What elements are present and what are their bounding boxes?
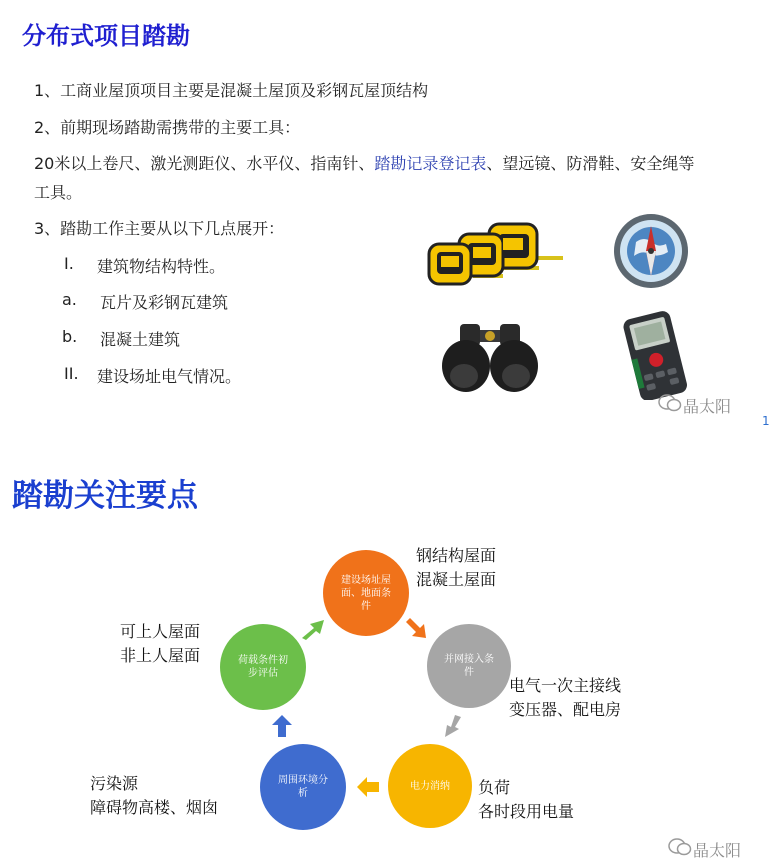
note-bottom-left-line-2: 障碍物高楼、烟囱 xyxy=(90,798,219,817)
sub-a: 瓦片及彩钢瓦建筑 xyxy=(100,293,229,312)
sub-2-marker: II. xyxy=(64,364,79,383)
note-right-line-1: 电气一次主接线 xyxy=(509,676,622,695)
item-1: 1、工商业屋顶项目主要是混凝土屋顶及彩钢瓦屋顶结构 xyxy=(34,81,429,100)
tools-line xyxy=(34,151,694,174)
cycle-node-load-assessment: 荷载条件初步评估 xyxy=(220,624,306,710)
note-bottom-right-line-1: 负荷 xyxy=(478,778,511,797)
watermark-text: 晶太阳 xyxy=(683,397,732,416)
compass-icon xyxy=(614,214,688,288)
note-left-line-2: 非上人屋面 xyxy=(120,646,201,665)
note-top-line-2: 混凝土屋面 xyxy=(416,570,497,589)
compass-image xyxy=(612,212,690,290)
note-top-line-1: 钢结构屋面 xyxy=(416,546,497,565)
tools-line-2: 工具。 xyxy=(34,183,83,202)
note-bottom-left-line-1: 污染源 xyxy=(90,774,139,793)
sub-1-marker: I. xyxy=(64,254,74,273)
arrow-blue-icon xyxy=(270,713,294,739)
sub-a-marker: a. xyxy=(62,290,77,309)
slide-2-title: 踏勘关注要点 xyxy=(12,478,198,514)
cycle-node-grid-connection: 并网接入条件 xyxy=(427,624,511,708)
tools-text-after: 、望远镜、防滑鞋、安全绳等 xyxy=(486,154,695,173)
cycle-node-site-conditions: 建设场址屋面、地面条件 xyxy=(323,550,409,636)
sub-2: 建设场址电气情况。 xyxy=(97,367,242,386)
note-right xyxy=(509,674,621,722)
arrow-orange-icon xyxy=(404,616,432,640)
cycle-node-environment: 周围环境分析 xyxy=(260,744,346,830)
item-2: 2、前期现场踏勘需携带的主要工具： xyxy=(34,118,301,137)
binoculars-image xyxy=(440,320,540,394)
note-left xyxy=(120,620,200,668)
page-number: 1 xyxy=(762,414,770,428)
wechat-icon xyxy=(658,393,682,413)
wechat-icon-2 xyxy=(668,837,692,857)
tape-measure-icon xyxy=(429,224,563,284)
laser-rangefinder-icon xyxy=(622,310,689,400)
arrow-green-icon xyxy=(300,616,328,640)
note-top xyxy=(416,544,496,592)
watermark-text-2: 晶太阳 xyxy=(693,841,742,860)
tape-measures-image xyxy=(425,212,565,290)
survey-record-form-link: 踏勘记录登记表 xyxy=(374,154,487,173)
item-3: 3、踏勘工作主要从以下几点展开： xyxy=(34,219,285,238)
sub-1: 建筑物结构特性。 xyxy=(97,257,226,276)
note-bottom-right xyxy=(478,776,574,824)
note-right-line-2: 变压器、配电房 xyxy=(509,700,622,719)
note-bottom-left xyxy=(90,772,218,820)
cycle-node-power-consumption: 电力消纳 xyxy=(388,744,472,828)
arrow-yellow-icon xyxy=(355,776,381,798)
tools-text-before: 20米以上卷尺、激光测距仪、水平仪、指南针、 xyxy=(34,154,375,173)
sub-b-marker: b. xyxy=(62,327,78,346)
note-left-line-1: 可上人屋面 xyxy=(120,622,201,641)
arrow-gray-icon xyxy=(437,713,463,739)
sub-b: 混凝土建筑 xyxy=(100,330,181,349)
laser-rangefinder-image xyxy=(613,310,697,400)
note-bottom-right-line-2: 各时段用电量 xyxy=(478,802,575,821)
slide-1-title: 分布式项目踏勘 xyxy=(22,22,190,50)
binoculars-icon xyxy=(442,324,538,392)
